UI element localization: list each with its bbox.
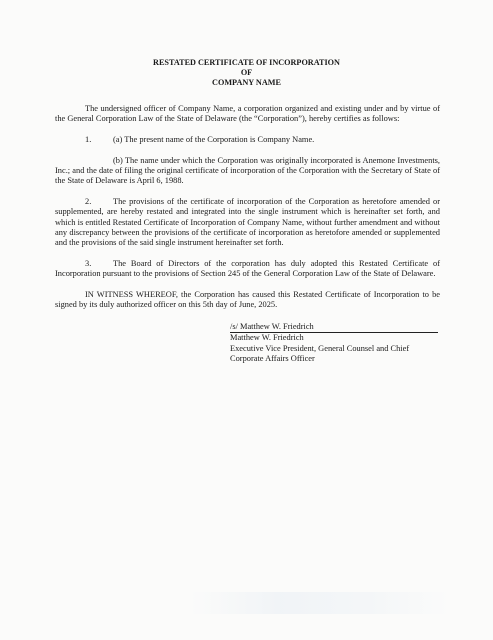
document-body bbox=[55, 104, 440, 321]
signatory-title-line-1: Executive Vice President, General Counsel and Chief bbox=[230, 343, 410, 353]
item-2-text: The provisions of the certificate of incorporation of the Corporation as heretofore amended or supplemented, are hereby restated and integrated into the single instrument which is hereinafter set forth, and which is entitled Restated Certificate of Incorporation of Company Name, without further amendment and without any discrepancy between the provisions of the certificate of incorporation as heretofore amended or supplemented and the provisions of the said single instrument hereinafter set forth. bbox=[55, 196, 440, 248]
signature-block bbox=[230, 322, 438, 364]
signature-line bbox=[230, 322, 438, 333]
intro-paragraph: The undersigned officer of Company Name, a corporation organized and existing under and by virtue of the General Corporation Law of the State of Delaware (the “Corporation”), hereby certifies as follows: bbox=[55, 104, 440, 124]
witness-paragraph: IN WITNESS WHEREOF, the Corporation has caused this Restated Certificate of Incorporation to be signed by its duly authorized officer on this 5th day of June, 2025. bbox=[55, 289, 440, 310]
item-1a bbox=[55, 135, 440, 145]
scan-artifact bbox=[190, 592, 450, 614]
item-2-paragraph bbox=[55, 197, 440, 248]
title-line-2: OF bbox=[240, 67, 253, 77]
item-1b-paragraph: (b) The name under which the Corporation was originally incorporated is Anemone Investments, Inc.; and the date of filing the original certificate of incorporation of the Corporation with the Secretary of State of the State of Delaware is April 6, 1988. bbox=[55, 155, 440, 186]
item-1a-text: (a) The present name of the Corporation is Company Name. bbox=[113, 134, 315, 144]
item-1-number: 1. bbox=[85, 134, 92, 144]
document-title bbox=[0, 58, 493, 87]
title-line-3: COMPANY NAME bbox=[212, 77, 281, 87]
signatory-title-line-2: Corporate Affairs Officer bbox=[230, 353, 315, 363]
item-3-number: 3. bbox=[85, 258, 92, 268]
item-3-paragraph bbox=[55, 259, 440, 280]
item-3-text: The Board of Directors of the corporation has duly adopted this Restated Certificate of Incorporation pursuant to the provisions of Section 245 of the General Corporation Law of the State of Delaware. bbox=[55, 258, 440, 279]
signed-name: /s/ Matthew W. Friedrich bbox=[230, 322, 314, 331]
item-2-number: 2. bbox=[85, 196, 92, 206]
signatory-name: Matthew W. Friedrich bbox=[230, 333, 304, 343]
title-line-1: RESTATED CERTIFICATE OF INCORPORATION bbox=[153, 58, 340, 67]
